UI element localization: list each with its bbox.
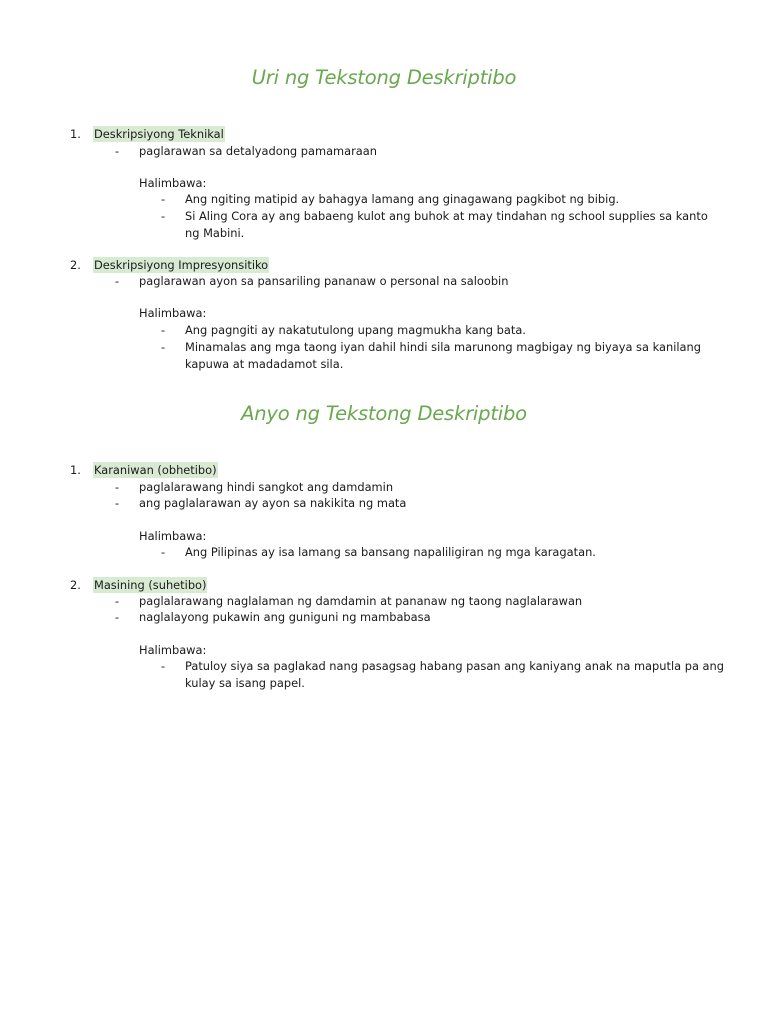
list-number: 1. [70,127,81,141]
example-label: Halimbawa: [139,643,207,657]
bullet-dash: - [115,144,120,158]
example-text: Ang ngiting matipid ay bahagya lamang ang ginagawang pagkibot ng bibig. [185,192,620,206]
example-label: Halimbawa: [139,529,207,543]
example-text: Si Aling Cora ay ang babaeng kulot ang buhok at may tindahan ng school supplies sa kanto ng Mabini. [185,209,708,240]
description-text: paglarawan sa detalyadong pamamaraan [139,144,377,158]
list-number: 1. [70,463,81,477]
example-text: Ang Pilipinas ay isa lamang sa bansang napaliligiran ng mga karagatan. [185,545,596,559]
list-number: 2. [70,578,81,592]
example-text: Ang pagngiti ay nakatutulong upang magmukha kang bata. [185,323,526,337]
bullet-dash: - [161,192,166,206]
example-text: Patuloy siya sa paglakad nang pasagsag habang pasan ang kaniyang anak na maputla pa ang kulay sa isang papel. [185,659,724,690]
list-heading: Karaniwan (obhetibo) [94,463,217,477]
bullet-dash: - [161,323,166,337]
list-heading: Deskripsiyong Teknikal [94,127,224,141]
bullet-dash: - [161,209,166,223]
bullet-dash: - [115,610,120,624]
section-title-anyo: Anyo ng Tekstong Deskriptibo [241,402,527,425]
list-number: 2. [70,258,81,272]
list-heading: Masining (suhetibo) [94,578,207,592]
description-text: paglarawan ayon sa pansariling pananaw o personal na saloobin [139,274,509,288]
example-label: Halimbawa: [139,176,207,190]
bullet-dash: - [115,274,120,288]
description-text: paglalarawang hindi sangkot ang damdamin [139,480,394,494]
description-text: ang paglalarawan ay ayon sa nakikita ng mata [139,496,407,510]
section-title-uri: Uri ng Tekstong Deskriptibo [251,66,517,89]
description-text: naglalayong pukawin ang guniguni ng mambabasa [139,610,431,624]
bullet-dash: - [161,659,166,673]
example-text: Minamalas ang mga taong iyan dahil hindi sila marunong magbigay ng biyaya sa kanilang kapuwa at madadamot sila. [185,340,701,371]
bullet-dash: - [161,545,166,559]
bullet-dash: - [115,480,120,494]
list-heading: Deskripsiyong Impresyonsitiko [94,258,269,272]
bullet-dash: - [115,594,120,608]
example-label: Halimbawa: [139,306,207,320]
description-text: paglalarawang naglalaman ng damdamin at pananaw ng taong naglalarawan [139,594,583,608]
bullet-dash: - [161,340,166,354]
bullet-dash: - [115,496,120,510]
